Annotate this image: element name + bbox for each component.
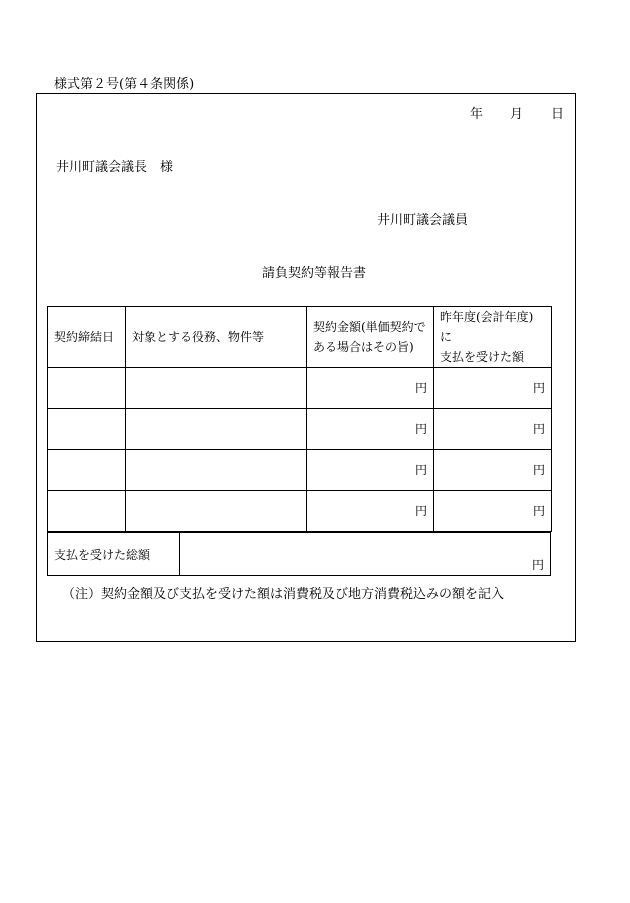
cell-contract-amount: 円 — [307, 491, 434, 532]
header-contract-amount — [307, 307, 434, 368]
cell-subject — [126, 450, 307, 491]
cell-subject — [126, 409, 307, 450]
header-contract-amount-line1: 契約金額(単価契約で — [313, 320, 426, 334]
sender: 井川町議会議員 — [377, 213, 469, 228]
header-paid-amount-line2: 支払を受けた額 — [440, 350, 525, 364]
contract-table — [47, 306, 552, 532]
cell-contract-date — [48, 491, 126, 532]
total-label: 支払を受けた総額 — [48, 533, 180, 576]
table-row — [48, 409, 552, 450]
header-paid-amount-line1: 昨年度(会計年度)に — [440, 310, 534, 344]
cell-contract-date — [48, 450, 126, 491]
cell-paid-amount: 円 — [434, 409, 552, 450]
cell-paid-amount: 円 — [434, 368, 552, 409]
table-row — [48, 368, 552, 409]
date-day: 日 — [551, 107, 565, 122]
table-row — [48, 450, 552, 491]
total-table — [47, 532, 551, 576]
table-row — [48, 491, 552, 532]
cell-contract-date — [48, 409, 126, 450]
table-header-row — [48, 307, 552, 368]
addressee: 井川町議会議長 様 — [56, 160, 174, 175]
header-paid-amount — [434, 307, 552, 368]
cell-contract-amount: 円 — [307, 368, 434, 409]
date-month: 月 — [510, 107, 524, 122]
cell-subject — [126, 491, 307, 532]
cell-paid-amount: 円 — [434, 491, 552, 532]
cell-subject — [126, 368, 307, 409]
header-contract-date: 契約締結日 — [48, 307, 126, 368]
footnote: （注）契約金額及び支払を受けた額は消費税及び地方消費税込みの額を記入 — [62, 587, 505, 602]
total-amount: 円 — [180, 533, 551, 576]
cell-paid-amount: 円 — [434, 450, 552, 491]
cell-contract-date — [48, 368, 126, 409]
document-title: 請負契約等報告書 — [262, 266, 367, 281]
header-contract-amount-line2: ある場合はその旨) — [313, 340, 414, 354]
total-row — [48, 533, 551, 576]
cell-contract-amount: 円 — [307, 450, 434, 491]
cell-contract-amount: 円 — [307, 409, 434, 450]
header-subject: 対象とする役務、物件等 — [126, 307, 307, 368]
form-number-label: 様式第２号(第４条関係) — [54, 77, 195, 92]
date-year: 年 — [470, 107, 484, 122]
